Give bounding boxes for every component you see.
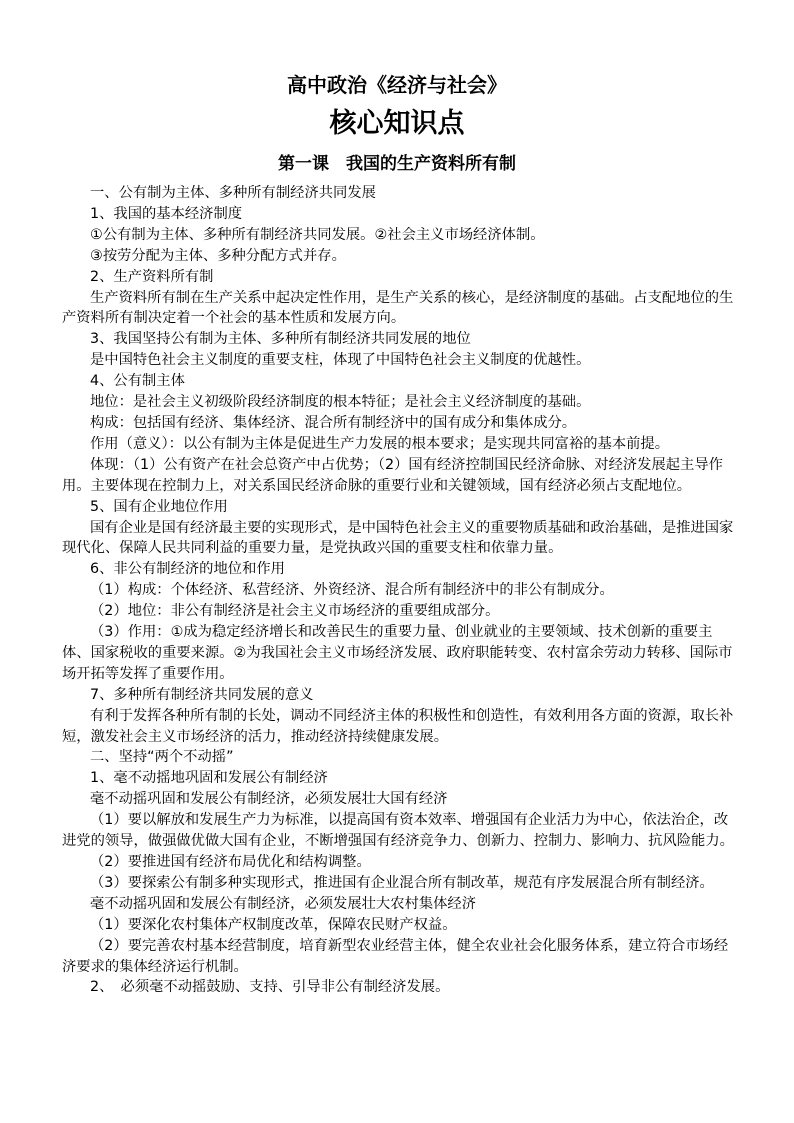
body-paragraph: 是中国特色社会主义制度的重要支柱，体现了中国特色社会主义制度的优越性。 — [90, 352, 591, 369]
subsection-heading: 2、生产资料所有制 — [90, 268, 214, 285]
body-paragraph: 体现：（1）公有资产在社会总资产中占优势；（2）国有经济控制国民经济命脉、对经济发展起主导作用。主要体现在控制力上，对关系国民经济命脉的重要行业和关键领域，国有经济必须占支配地位。 — [62, 456, 723, 494]
body-paragraph: （3）要探索公有制多种实现形式，推进国有企业混合所有制改革，规范有序发展混合所有制经济。 — [90, 874, 714, 891]
subsection-heading: 3、我国坚持公有制为主体、多种所有制经济共同发展的地位 — [90, 331, 471, 348]
section-heading: 二、坚持“两个不动摇” — [90, 749, 234, 766]
body-paragraph: 毫不动摇巩固和发展公有制经济，必须发展壮大国有经济 — [90, 791, 448, 808]
subsection-heading: 1、毫不动摇地巩固和发展公有制经济 — [90, 770, 328, 787]
lesson-title: 第一课 我国的生产资料所有制 — [278, 154, 516, 174]
body-paragraph: （2）要完善农村基本经营制度，培育新型农业经营主体，健全农业社会化服务体系，建立符合市场经济要求的集体经济运行机制。 — [62, 937, 729, 975]
body-paragraph: 生产资料所有制在生产关系中起决定性作用，是生产关系的核心，是经济制度的基础。占支配地位的生产资料所有制决定着一个社会的基本性质和发展方向。 — [62, 289, 734, 327]
body-paragraph: （1）要深化农村集体产权制度改革，保障农民财产权益。 — [90, 916, 457, 933]
body-paragraph: （2）要推进国有经济布局优化和结构调整。 — [90, 854, 371, 870]
document-body — [62, 183, 734, 998]
section-heading: 一、公有制为主体、多种所有制经济共同发展 — [90, 185, 376, 201]
document-title: 高中政治《经济与社会》 — [287, 73, 507, 97]
subsection-heading: 5、国有企业地位作用 — [90, 498, 228, 515]
subsection-heading: 4、公有制主体 — [90, 373, 185, 390]
body-paragraph: （3）作用：①成为稳定经济增长和改善民生的重要力量、创业就业的主要领域、技术创新的重要主体、国家税收的重要来源。②为我国社会主义市场经济发展、政府职能转变、农村富余劳动力转移、国际市场开拓等发挥了重要作用。 — [62, 624, 733, 682]
body-paragraph: 国有企业是国有经济最主要的实现形式，是中国特色社会主义的重要物质基础和政治基础，是推进国家现代化、保障人民共同利益的重要力量，是党执政兴国的重要支柱和依靠力量。 — [62, 519, 734, 557]
subsection-heading: 7、多种所有制经济共同发展的意义 — [90, 686, 314, 703]
body-paragraph: 有利于发挥各种所有制的长处，调动不同经济主体的积极性和创造性，有效利用各方面的资源，取长补短，激发社会主义市场经济的活力，推动经济持续健康发展。 — [62, 707, 734, 745]
body-paragraph: （1）构成：个体经济、私营经济、外资经济、混合所有制经济中的非公有制成分。 — [90, 582, 614, 599]
body-paragraph: 毫不动摇巩固和发展公有制经济，必须发展壮大农村集体经济 — [90, 895, 477, 912]
subsection-heading: 2、 必须毫不动摇鼓励、支持、引导非公有制经济发展。 — [90, 979, 450, 996]
subsection-heading: 6、非公有制经济的地位和作用 — [90, 561, 285, 578]
subsection-heading: 1、我国的基本经济制度 — [90, 205, 243, 222]
body-paragraph: （2）地位：非公有制经济是社会主义市场经济的重要组成部分。 — [90, 603, 500, 620]
document-subtitle: 核心知识点 — [329, 108, 465, 139]
body-paragraph: ③按劳分配为主体、多种分配方式并存。 — [90, 247, 346, 264]
body-paragraph: 地位：是社会主义初级阶段经济制度的根本特征；是社会主义经济制度的基础。 — [90, 394, 591, 411]
body-paragraph: （1）要以解放和发展生产力为标准，以提高国有资本效率、增强国有企业活力为中心，依法治企，改进党的领导，做强做优做大国有企业，不断增强国有经济竞争力、创新力、控制力、影响力、抗风险能力。 — [62, 812, 734, 850]
body-paragraph: ①公有制为主体、多种所有制经济共同发展。②社会主义市场经济体制。 — [90, 226, 545, 243]
body-paragraph: 作用（意义）：以公有制为主体是促进生产力发展的根本要求；是实现共同富裕的基本前提。 — [90, 435, 670, 452]
body-paragraph: 构成：包括国有经济、集体经济、混合所有制经济中的国有成分和集体成分。 — [90, 414, 577, 431]
